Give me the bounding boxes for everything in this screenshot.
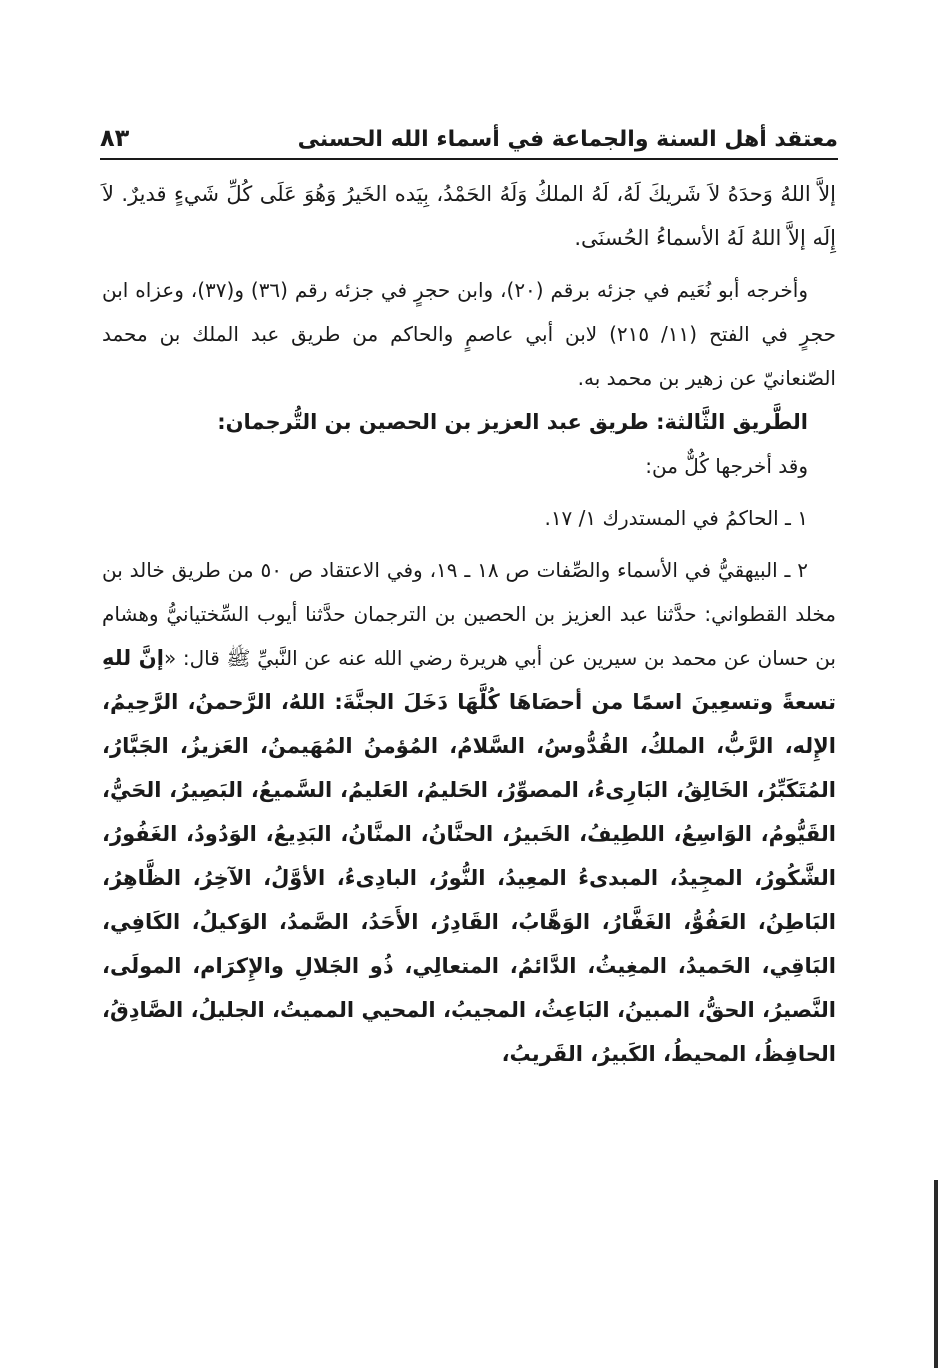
page-number: ٨٣ bbox=[100, 124, 130, 152]
hadith-text: إنَّ للهِ تسعةً وتسعِينَ اسمًا من أحصَاهَا كُلَّهَا دَخَلَ الجنَّةَ: اللهُ، الرَّحمنُ، الرَّحِيمُ، الإِله، الرَّبُّ، الملكُ، القُدُّوسُ، السَّلامُ، المُؤمنُ المُهَيمنُ، العَزيزُ، الجَبَّارُ، المُتَكَبِّرُ، الخَالِقُ، البَارِىءُ، المصوِّرُ، الحَليمُ، العَليمُ، السَّميعُ، البَصِيرُ، الحَيُّ، القَيُّومُ، الوَاسِعُ، اللطِيفُ، الخَبيرُ، الحنَّانُ، المنَّانُ، البَدِيعُ، الوَدُودُ، الغَفُورُ، الشَّكُورُ، المجِيدُ، المبدىءُ المعِيدُ، النُّورُ، البادِىءُ، الأوَّلُ، الآخِرُ، الظَّاهِرُ، البَاطِنُ، العَفُوُّ، الغَفَّارُ، الوَهَّابُ، القَادِرُ، الأَحَدُ، الصَّمدُ، الوَكيلُ، الكَافِي، البَاقِي، الحَميدُ، المغِيثُ، الدَّائمُ، المتعالِي، ذُو الجَلالِ والإِكرَام، المولَى، النَّصيرُ، الحقُّ، المبينُ، البَاعِثُ، المجيبُ، المحيي المميتُ، الجليلُ، الصَّادِقُ، الحافِظُ، المحيطُ، الكَبيرُ، القَريبُ، bbox=[102, 646, 836, 1066]
header-rule bbox=[100, 158, 838, 160]
bayhaqi-chain: ٢ ـ البيهقيُّ في الأسماء والصِّفات ص ١٨ ـ ١٩، وفي الاعتقاد ص ٥٠ من طريق خالد بن مخلد القطواني: حدَّثنا عبد العزيز بن الحصين بن الترجمان حدَّثنا أيوب السِّختيانيُّ وهشام بن حسان عن محمد بن سيرين عن أبي هريرة رضي الله عنه عن النَّبيِّ ﷺ قال: « bbox=[102, 558, 836, 670]
list-item-bayhaqi bbox=[102, 548, 836, 1076]
paragraph-sources-intro: وقد أخرجها كُلٌّ من: bbox=[645, 454, 808, 478]
list-item-hakim: ١ ـ الحاكمُ في المستدرك ١/ ١٧. bbox=[544, 506, 808, 530]
running-title: معتقد أهل السنة والجماعة في أسماء الله الحسنى bbox=[297, 127, 838, 152]
page-body bbox=[102, 172, 836, 1076]
page-header bbox=[100, 108, 838, 152]
section-heading: الطَّريق الثَّالثة: طريق عبد العزيز بن الحصين بن التُّرجمان: bbox=[217, 410, 808, 434]
quoted-text: إلاَّ اللهُ وَحدَهُ لاَ شَريكَ لَهُ، لَهُ الملكُ وَلَهُ الحَمْدُ، بِيَده الخَيرُ وَهُوَ عَلَى كُلِّ شَيءٍ قديرٌ. لاَ إِلَه إلاَّ اللهُ لَهُ الأسماءُ الحُسنَى. bbox=[102, 182, 836, 250]
paragraph-takhrij: وأخرجه أبو نُعَيم في جزئه برقم (٢٠)، وابن حجرٍ في جزئه رقم (٣٦) و(٣٧)، وعزاه ابن حجرٍ في الفتح (١١/ ٢١٥) لابن أبي عاصمٍ والحاكم من طريق عبد الملك بن محمد الصّنعانيّ عن زهير بن محمد به. bbox=[102, 278, 836, 390]
scan-edge bbox=[934, 1180, 938, 1368]
